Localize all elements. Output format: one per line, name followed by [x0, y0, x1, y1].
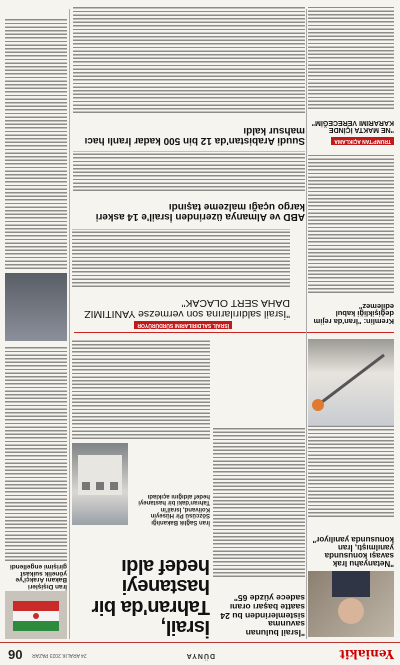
main-deck: İran Sağlık Bakanlığı Sözcüsü Pir Hüseyin Kolivand, İsrail'in Tahran'daki bir hastaneyi hedef aldığını açıkladı — [138, 492, 210, 525]
issue-date: 24 ARALIK 2023 PAZAR — [32, 652, 87, 658]
left-column-body — [308, 7, 394, 109]
defense-headline: "İsrail bulunan savunma sistemlerinden bu 24 saatte başarı oranı sadece yüzde 65" — [220, 593, 305, 638]
newspaper-logo: Yeniakit — [339, 647, 394, 661]
iraq-headline: "Netanyahu Irak savaşı konusunda yanılmıştı, İran konusunda yanılıyor" — [312, 534, 394, 568]
page-header — [0, 642, 400, 665]
left-column-headline: "NE MAKTA İÇİNDE KARARIMI VERECEĞİM" — [311, 118, 394, 133]
saudi-body — [73, 7, 305, 113]
page-number: 06 — [8, 647, 23, 662]
right-column-headline: İran Dışişleri Bakanı Arakçi'ye yönelik suikast girişimi engellendi — [9, 563, 67, 590]
main-story-body — [72, 339, 210, 439]
kremlin-body — [308, 153, 394, 293]
iran-flag-photo — [5, 591, 67, 639]
defense-body — [213, 427, 305, 577]
right-column-body-2 — [5, 19, 67, 269]
main-headline: İsrail, Tahran'da bir hastaneyi hedef aldı — [92, 554, 210, 638]
quote-body — [72, 229, 290, 287]
section-title: DÜNYA — [185, 652, 215, 659]
netanyahu-photo — [308, 571, 394, 637]
saudi-headline: Suudi Arabistan'da 12 bin 500 kadar İranlı hacı mahsur kaldı — [84, 124, 305, 146]
kremlin-headline: Kremlin: "İran'da rejim değişikliği kabul edilemez" — [313, 301, 394, 326]
iran-flag-image — [5, 591, 67, 639]
quote-headline: "İsrail saldırılarına son vermezse YANITIMIZ DAHA SERT OLACAK" — [84, 297, 290, 320]
cargo-headline: ABD ve Almanya üzerinden İsrail'e 14 askeri kargo uçağı malzeme taşındı — [95, 200, 305, 222]
iraq-body — [308, 425, 394, 517]
quote-label: İSRAİL SALDIRILARINI SÜRDÜRÜYOR — [134, 321, 232, 329]
right-column-body — [5, 346, 67, 561]
left-column-label: TRUMP'TAN AÇIKLAMA — [331, 137, 394, 145]
missile-photo — [308, 339, 394, 425]
hospital-photo — [72, 443, 128, 525]
cargo-body — [73, 151, 305, 191]
scene-photo — [5, 273, 67, 341]
